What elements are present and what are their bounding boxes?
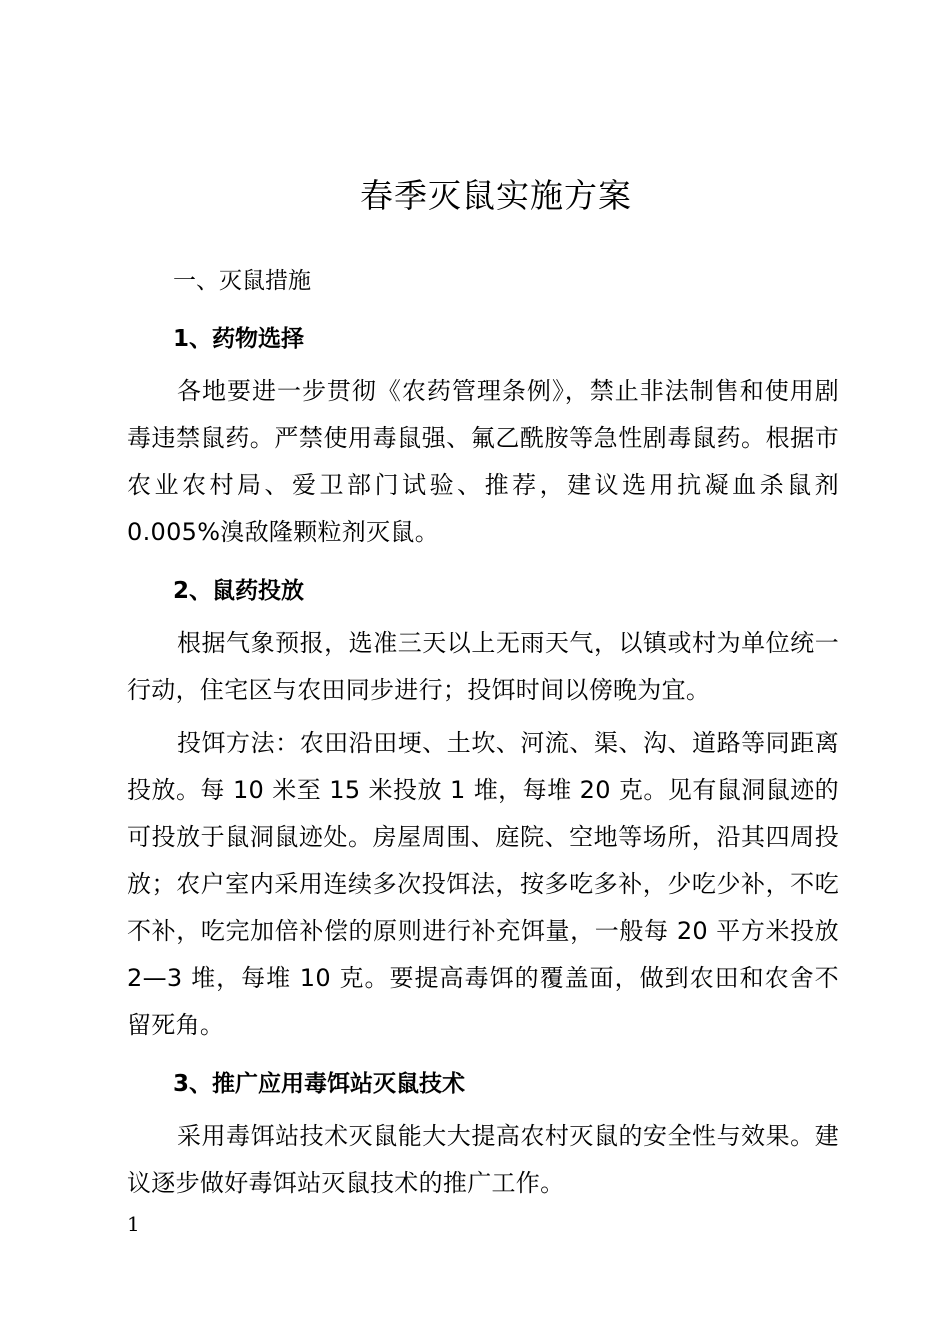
document-title: 春季灭鼠实施方案	[360, 176, 632, 215]
paragraph-bait-method: 投饵方法：农田沿田埂、土坎、河流、渠、沟、道路等同距离投放。每 10 米至 15 米投放 1 堆，每堆 20 克。见有鼠洞鼠迹的可投放于鼠洞鼠迹处。房屋周围、庭院、空地等场所，沿其四周投放；农户室内采用连续多次投饵法，按多吃多补，少吃少补，不吃不补，吃完加倍补偿的原则进行补充饵量，一般每 20 平方米投放 2—3 堆，每堆 10 克。要提高毒饵的覆盖面，做到农田和农舍不留死角。	[127, 729, 839, 1039]
paragraph-bait-station: 采用毒饵站技术灭鼠能大大提高农村灭鼠的安全性与效果。建议逐步做好毒饵站灭鼠技术的推广工作。	[127, 1122, 839, 1197]
section-heading-measures: 一、灭鼠措施	[173, 268, 311, 294]
paragraph-drug-selection: 各地要进一步贯彻《农药管理条例》，禁止非法制售和使用剧毒违禁鼠药。严禁使用毒鼠强、氟乙酰胺等急性剧毒鼠药。根据市农业农村局、爱卫部门试验、推荐，建议选用抗凝血杀鼠剂 0.005%溴敌隆颗粒剂灭鼠。	[127, 377, 839, 546]
paragraph-bait-timing: 根据气象预报，选准三天以上无雨天气，以镇或村为单位统一行动，住宅区与农田同步进行；投饵时间以傍晚为宜。	[127, 629, 839, 704]
sub-heading-drug-selection: 1、药物选择	[173, 326, 305, 352]
page-number: 1	[127, 1212, 140, 1236]
sub-heading-bait-placement: 2、鼠药投放	[173, 578, 305, 604]
sub-heading-bait-station: 3、推广应用毒饵站灭鼠技术	[173, 1071, 466, 1097]
document-body	[127, 258, 839, 1207]
